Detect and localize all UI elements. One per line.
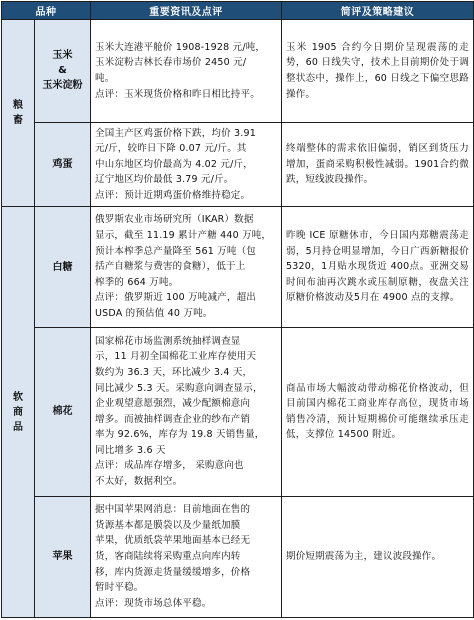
news-apple: 据中国苹果网消息：目前地面在售的 货源基本都是膜袋以及少量纸加膜 苹果，优质纸袋苹果地面基本已经无 货，客商陆续将采购重点向库内转 移，库内货源走货量缓缓增多，价格 暂时平稳。 点评：现货市场总体平稳。 [91,496,282,617]
news-corn: 玉米大连港平舱价 1908-1928 元/吨， 玉米淀粉吉林长春市场价 2450 元/ 吨。 点评：玉米现货价格和昨日相比持平。 [91,20,282,123]
product-cotton: 棉花 [35,327,91,496]
table-row [2,327,474,496]
product-egg: 鸡蛋 [35,122,91,207]
commodity-table [1,1,474,618]
news-egg: 全国主产区鸡蛋价格下跌，均价 3.91 元/斤，较昨日下降 0.07 元/斤。其 中山东地区均价最高为 4.02 元/斤， 辽宁地区均价最低 3.79 元/斤。 点评：预计近期鸡蛋价格维持稳定。 [91,122,282,207]
product-sugar: 白糖 [35,207,91,327]
advice-sugar: 昨晚 ICE 原糖休市，今日国内郑糖震荡走弱，5月持仓明显增加，今日广西新糖报价5320，1月贴水现货近 400点。亚洲交易时间布油再次跳水或压制原糖，夜盘关注原糖价格波动及5月在 4900 点的支撑。 [282,207,474,327]
table-row [2,496,474,617]
news-cotton: 国家棉花市场监测系统抽样调查显 示，11 月初全国棉花工业库存使用天 数约为 36.3 天，环比减少 3.4 天， 同比减少 5.3 天。采购意向调查显示， 企业观望意愿强烈，减少配额棉意向 增多。而被抽样调查企业的纱布产销 率为 92.6%，库存为 19.8 天销售量， 同比增多 3.6 天 点评：成品库存增多， 采购意向也 不太好，数据利空。 [91,327,282,496]
header-row [2,2,474,20]
table-row [2,122,474,207]
product-apple: 苹果 [35,496,91,617]
table-row [2,20,474,123]
advice-cotton: 商品市场大幅波动带动棉花价格波动，但目前国内棉花工商业库存高位，现货市场销售冷清，预计短期棉价可能继续承压走低，支撑位 14500 附近。 [282,327,474,496]
advice-egg: 终端整体的需求依旧偏弱，销区到货压力增加，蛋商采购积极性减弱。1901合约微跌，短线波段操作。 [282,122,474,207]
header-advice: 简评及策略建议 [282,2,474,20]
category-soft-commodities: 软 商 品 [2,207,35,618]
news-sugar: 俄罗斯农业市场研究所（IKAR）数据 显示，截至 11.19 累计产糖 440 万吨， 预计本榨季总产量降至 561 万吨（包 括产自糖浆与费害的食糖），低于上 榨季的 664 万吨。 点评：俄罗斯近 100 万吨减产，超出 USDA 的预估值 40 万吨。 [91,207,282,327]
table-row [2,207,474,327]
header-category: 品种 [2,2,91,20]
header-news: 重要资讯及点评 [91,2,282,20]
advice-corn: 玉米 1905 合约今日期价呈现震荡的走势，60 日线失守，技术上目前期价处于调整状态中，操作上，60 日线之下偏空思路操作。 [282,20,474,123]
category-grain-livestock: 粮 畜 [2,20,35,207]
product-corn: 玉米 & 玉米淀粉 [35,20,91,123]
advice-apple: 期价短期震荡为主，建议波段操作。 [282,496,474,617]
